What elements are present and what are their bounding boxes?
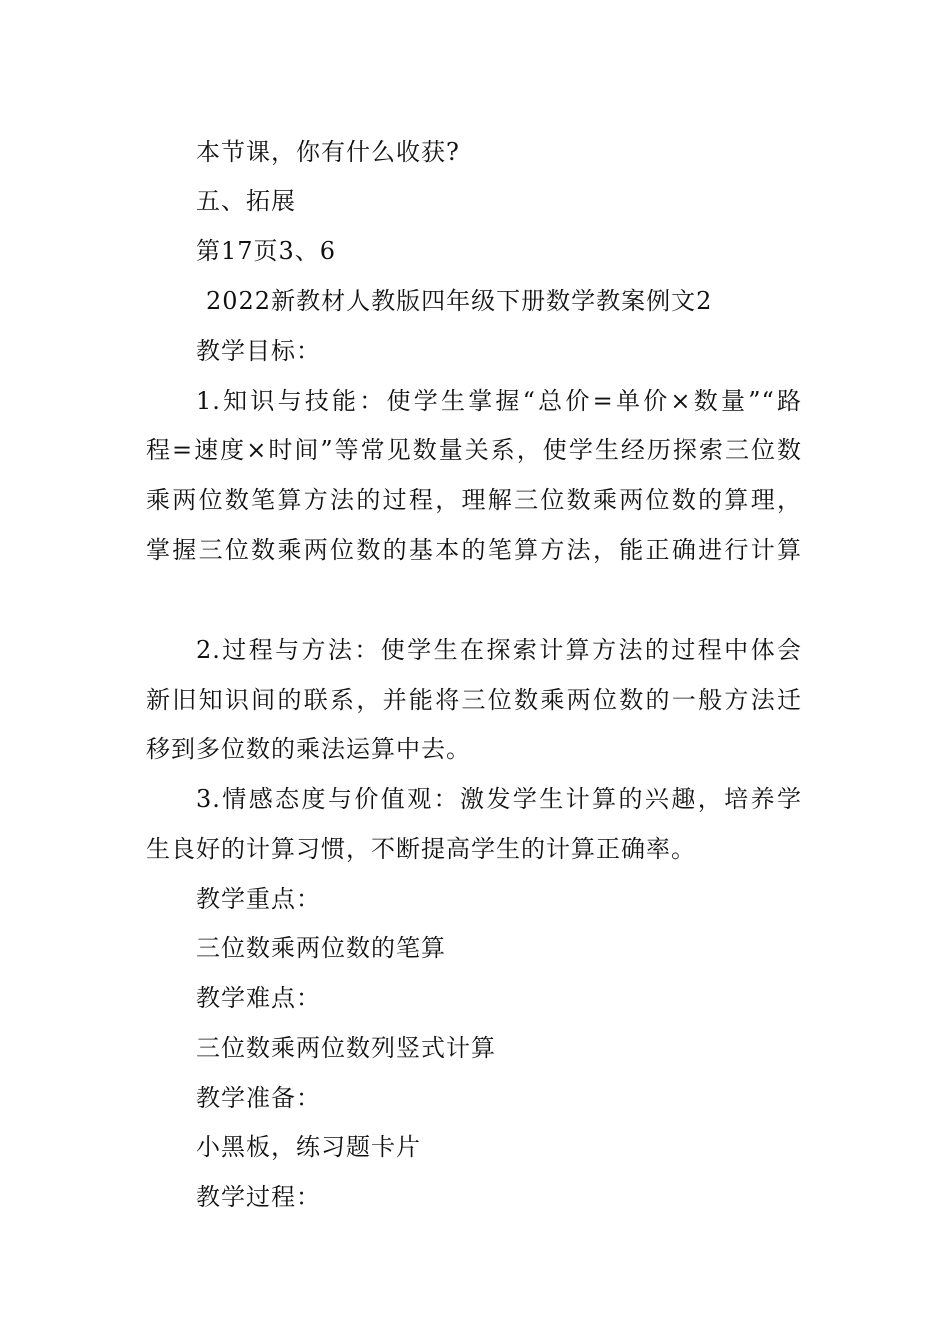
key-points-text: 三位数乘两位数的笔算	[196, 934, 446, 962]
goal-1-line-1: 1.知识与技能：使学生掌握“总价=单价×数量”“路	[196, 387, 802, 415]
preparation-text: 小黑板，练习题卡片	[196, 1133, 421, 1161]
goal-1-line-4: 掌握三位数乘两位数的基本的笔算方法，能正确进行计算	[146, 536, 802, 564]
goal-2-line-2: 新旧知识间的联系，并能将三位数乘两位数的一般方法迁	[146, 686, 802, 714]
section-heading-extension: 五、拓展	[196, 187, 296, 215]
goal-1-line-3: 乘两位数笔算方法的过程，理解三位数乘两位数的算理，	[146, 486, 802, 514]
label-teaching-process: 教学过程：	[196, 1183, 321, 1211]
goal-3-line-2: 生良好的计算习惯，不断提高学生的计算正确率。	[146, 835, 696, 863]
goal-3-line-1: 3.情感态度与价值观：激发学生计算的兴趣，培养学	[196, 785, 802, 813]
label-preparation: 教学准备：	[196, 1084, 321, 1112]
difficulties-text: 三位数乘两位数列竖式计算	[196, 1034, 496, 1062]
paragraph-page-reference: 第17页3、6	[196, 237, 337, 265]
goal-2-line-3: 移到多位数的乘法运算中去。	[146, 735, 471, 763]
paragraph-summary-question: 本节课，你有什么收获?	[196, 138, 460, 166]
goal-2-line-1: 2.过程与方法：使学生在探索计算方法的过程中体会	[196, 636, 802, 664]
label-key-points: 教学重点：	[196, 885, 321, 913]
label-teaching-goals: 教学目标：	[196, 337, 321, 365]
goal-1-line-2: 程=速度×时间”等常见数量关系，使学生经历探索三位数	[146, 436, 802, 464]
document-title: 2022新教材人教版四年级下册数学教案例文2	[206, 287, 713, 315]
label-difficulties: 教学难点：	[196, 984, 321, 1012]
